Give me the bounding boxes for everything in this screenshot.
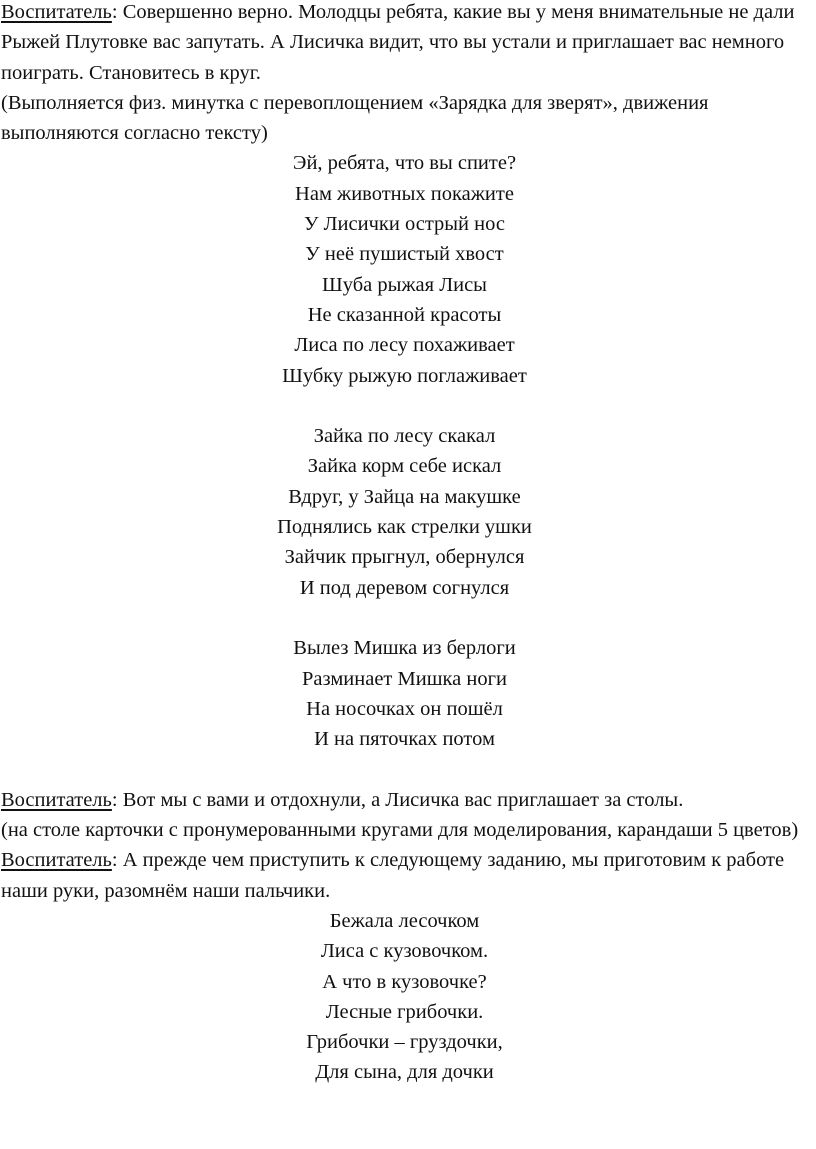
intro-paragraph xyxy=(1,0,808,88)
stanza-spacer xyxy=(1,603,808,633)
stanza-spacer xyxy=(1,391,808,421)
poem-stanza-hare xyxy=(1,421,808,603)
poem-line: И под деревом согнулся xyxy=(299,576,510,599)
speaker-label: Воспитатель xyxy=(1,849,112,872)
poem-line: На носочках он пошёл xyxy=(306,697,503,720)
poem-line: Вылез Мишка из берлоги xyxy=(293,637,516,660)
poem-line: Бежала лесочком xyxy=(329,909,480,932)
poem-line: Зайка по лесу скакал xyxy=(313,425,496,448)
poem-line: Нам животных покажите xyxy=(295,182,514,205)
teacher-paragraph-rest xyxy=(1,785,808,815)
poem-line: Лиса с кузовочком. xyxy=(320,940,489,963)
poem-line: А что в кузовочке? xyxy=(322,970,487,993)
speaker-label: Воспитатель xyxy=(1,1,112,23)
poem-line: Не сказанной красоты xyxy=(307,303,502,326)
poem-line: Зайчик прыгнул, обернулся xyxy=(284,546,525,569)
poem-line: И на пяточках потом xyxy=(314,728,495,751)
finger-game-poem xyxy=(1,906,808,1088)
poem-line: Шуба рыжая Лисы xyxy=(322,273,487,296)
poem-line: Лиса по лесу похаживает xyxy=(294,334,515,357)
poem-line: Поднялись как стрелки ушки xyxy=(277,516,532,539)
speaker-label: Воспитатель xyxy=(1,788,112,811)
poem-line: Лесные грибочки. xyxy=(325,1000,484,1023)
poem-line: Для сына, для дочки xyxy=(315,1061,494,1084)
poem-line: Эй, ребята, что вы спите? xyxy=(292,152,517,175)
teacher-text: : Вот мы с вами и отдохнули, а Лисичка вас приглашает за столы. xyxy=(111,788,684,811)
poem-line: Зайка корм себе искал xyxy=(307,455,502,478)
teacher-paragraph-fingers xyxy=(1,845,808,906)
poem-line: Разминает Мишка ноги xyxy=(302,667,507,690)
stage-direction-note: (на столе карточки с пронумерованными кругами для моделирования, карандаши 5 цветов) xyxy=(1,819,799,842)
poem-line: У неё пушистый хвост xyxy=(305,243,504,266)
poem-line: Вдруг, у Зайца на макушке xyxy=(288,485,521,508)
teacher-text: : А прежде чем приступить к следующему заданию, мы приготовим к работе наши руки, разомнём наши пальчики. xyxy=(1,849,785,902)
poem-stanza-bear xyxy=(1,633,808,754)
poem-line: Грибочки – груздочки, xyxy=(306,1031,503,1054)
poem-line: У Лисички острый нос xyxy=(304,213,505,236)
intro-text: : Совершенно верно. Молодцы ребята, какие вы у меня внимательные не дали Рыжей Плутовке вас запутать. А Лисичка видит, что вы устали и приглашает вас немного поиграть. Становитесь в круг. xyxy=(1,1,795,84)
stanza-spacer xyxy=(1,754,808,784)
stage-direction-note: (Выполняется физ. минутка с перевоплощением «Зарядка для зверят», движения выполняются согласно тексту) xyxy=(1,91,709,145)
poem-stanza-fox xyxy=(1,148,808,390)
poem-line: Шубку рыжую поглаживает xyxy=(282,364,527,387)
